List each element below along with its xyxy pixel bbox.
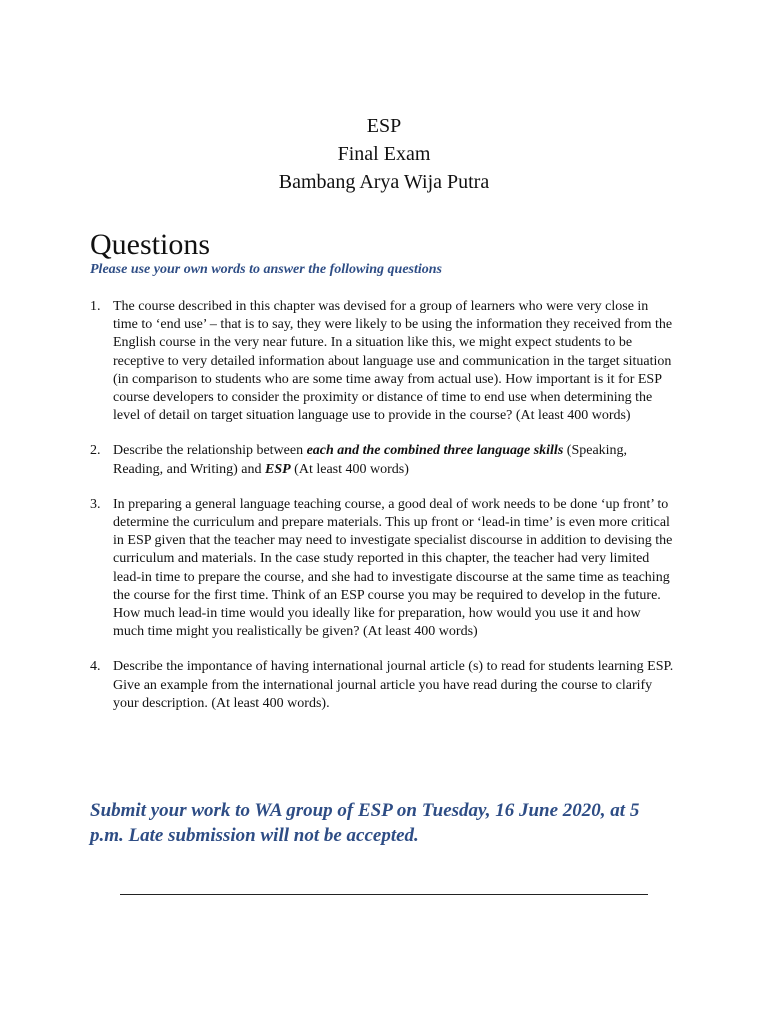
question-item [90,442,675,478]
question-text-part: (At least 400 words) [290,461,409,477]
question-number: 4. [90,659,101,675]
question-item [90,298,675,425]
question-number: 2. [90,443,101,459]
question-text-part: (Speaking, Reading, and Writing) and [113,443,628,477]
question-text: The course described in this chapter was devised for a group of learners who were very close in time to ‘end use’ – that is to say, they were likely to be using the information they received from the English course in the very near future. In a situation like this, we might expect students to be receptive to very detailed information about language use and communication in the target situation (in comparison to students who are some time away from actual use). How important is it for ESP course developers to consider the proximity or distance of time to end use when determining the level of detail on target situation language use to provide in the course? (At least 400 words) [113,299,673,424]
emphasized-skills: each and the combined three language skills [306,443,564,459]
questions-heading: Questions [90,228,210,261]
document-header [0,112,768,196]
horizontal-divider [120,894,648,895]
question-number: 3. [90,496,101,512]
emphasized-esp: ESP [264,461,291,477]
question-text-part: Describe the relationship between [113,443,307,459]
question-item [90,658,675,713]
question-text: In preparing a general language teaching course, a good deal of work needs to be done ‘up front’ to determine the curriculum and prepare materials. This up front or ‘lead-in time’ is even more critical in ESP given that the teacher may need to investigate specialist discourse in addition to devising the curriculum and materials. In the case study reported in this chapter, the teacher had very limited lead-in time to prepare the course, and she had to investigate discourse at the same time as teaching the course for the first time. Think of an ESP course you may be required to develop in the future. How much lead-in time would you ideally like for preparation, how would you use it and how much time might you realistically be given? (At least 400 words) [113,496,673,640]
course-title: ESP [366,115,402,137]
student-name: Bambang Arya Wija Putra [278,171,490,193]
question-item [90,496,675,642]
question-number: 1. [90,299,101,314]
question-text [113,443,627,476]
instruction-text: Please use your own words to answer the following questions [90,262,443,277]
questions-list [90,298,675,730]
exam-title: Final Exam [337,143,431,165]
submission-deadline: Submit your work to WA group of ESP on Tuesday, 16 June 2020, at 5 p.m. Late submission will not be accepted. [90,800,640,846]
question-text: Describe the impontance of having international journal article (s) to read for students learning ESP. Give an example from the international journal article you have read during the course to clarify your description. (At least 400 words). [113,659,674,711]
